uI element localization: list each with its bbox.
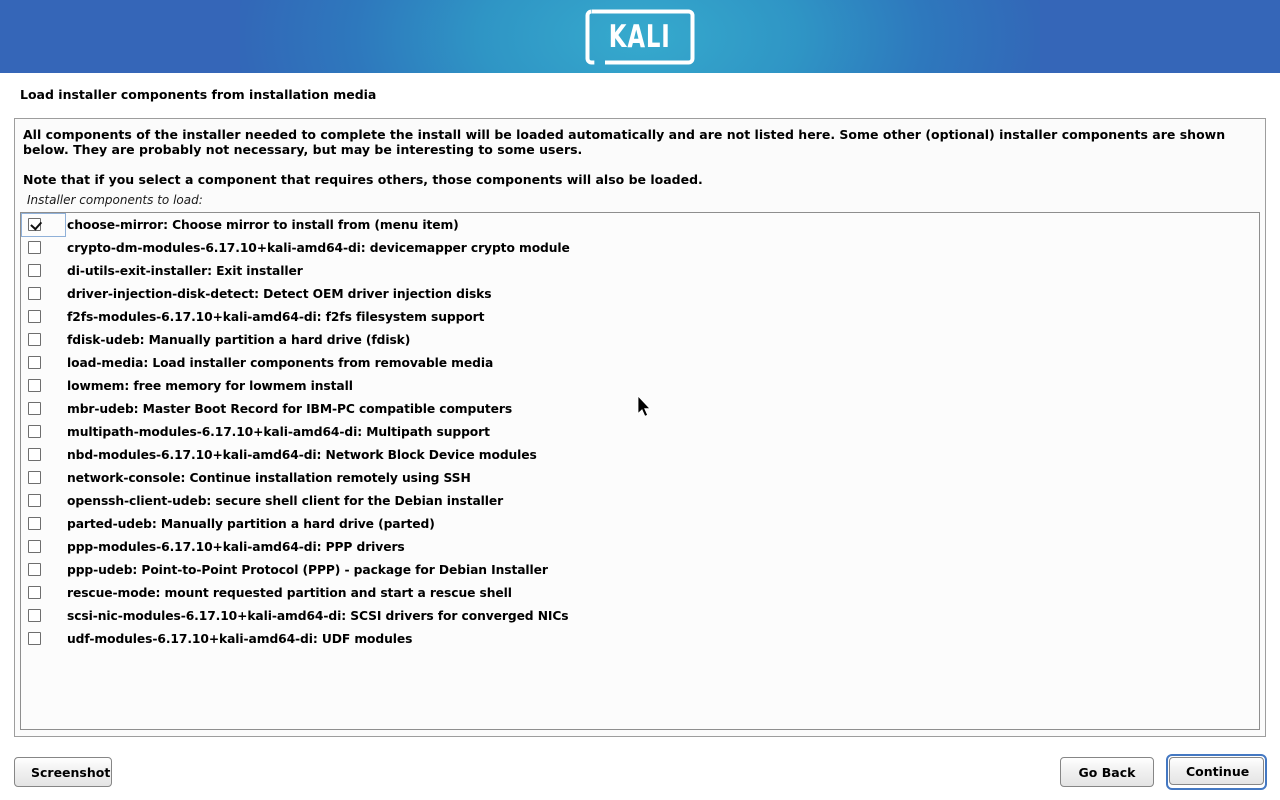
go-back-button[interactable]: Go Back [1060,757,1154,787]
component-checkbox[interactable] [28,517,41,530]
components-list [20,212,1260,730]
component-row[interactable] [21,535,1259,558]
component-row[interactable] [21,236,1259,259]
component-checkbox[interactable] [28,494,41,507]
component-label: choose-mirror: Choose mirror to install from (menu item) [67,217,459,232]
screenshot-button[interactable]: Screenshot [14,757,112,787]
component-label: lowmem: free memory for lowmem install [67,378,353,393]
continue-button-focus-ring [1166,754,1267,790]
component-checkbox[interactable] [28,586,41,599]
component-checkbox-cell [21,328,65,351]
component-label: fdisk-udeb: Manually partition a hard drive (fdisk) [67,332,411,347]
component-checkbox[interactable] [28,540,41,553]
component-checkbox-cell [21,374,65,397]
component-label: network-console: Continue installation remotely using SSH [67,470,471,485]
component-checkbox-cell [21,443,65,466]
content-frame [14,118,1266,737]
kali-logo-text: KALI [609,19,671,55]
component-row[interactable] [21,627,1259,650]
component-checkbox-cell [21,581,65,604]
component-checkbox-cell [21,512,65,535]
component-row[interactable] [21,213,1259,236]
kali-logo [585,9,695,65]
component-checkbox[interactable] [28,632,41,645]
component-row[interactable] [21,328,1259,351]
component-label: di-utils-exit-installer: Exit installer [67,263,303,278]
component-checkbox-cell [21,236,65,259]
intro-paragraph: All components of the installer needed to complete the install will be loaded automatically and are not listed here. Some other (optional) installer components are shown below. They are probably not necessary, but may be interesting to some users. [23,127,1226,157]
components-list-caption: Installer components to load: [27,193,203,207]
component-checkbox[interactable] [28,264,41,277]
component-checkbox-cell [21,466,65,489]
component-label: udf-modules-6.17.10+kali-amd64-di: UDF modules [67,631,413,646]
component-label: load-media: Load installer components from removable media [67,355,494,370]
component-checkbox-cell [21,489,65,512]
component-label: scsi-nic-modules-6.17.10+kali-amd64-di: SCSI drivers for converged NICs [67,608,569,623]
note-paragraph: Note that if you select a component that requires others, those components will also be loaded. [23,172,703,187]
component-row[interactable] [21,420,1259,443]
component-checkbox-cell [21,604,65,627]
component-checkbox-cell [21,305,65,328]
component-label: multipath-modules-6.17.10+kali-amd64-di: Multipath support [67,424,490,439]
component-row[interactable] [21,512,1259,535]
component-label: ppp-modules-6.17.10+kali-amd64-di: PPP drivers [67,539,405,554]
component-checkbox[interactable] [28,218,41,231]
component-checkbox[interactable] [28,287,41,300]
component-label: ppp-udeb: Point-to-Point Protocol (PPP) - package for Debian Installer [67,562,548,577]
component-checkbox[interactable] [28,241,41,254]
component-checkbox[interactable] [28,379,41,392]
component-checkbox-cell [21,282,65,305]
component-checkbox[interactable] [28,471,41,484]
component-row[interactable] [21,604,1259,627]
component-row[interactable] [21,581,1259,604]
component-label: rescue-mode: mount requested partition and start a rescue shell [67,585,512,600]
component-label: mbr-udeb: Master Boot Record for IBM-PC compatible computers [67,401,513,416]
component-label: parted-udeb: Manually partition a hard drive (parted) [67,516,435,531]
component-label: crypto-dm-modules-6.17.10+kali-amd64-di: devicemapper crypto module [67,240,570,255]
component-row[interactable] [21,443,1259,466]
component-checkbox[interactable] [28,402,41,415]
component-row[interactable] [21,374,1259,397]
component-row[interactable] [21,305,1259,328]
component-checkbox-cell [21,213,65,236]
component-checkbox-cell [21,351,65,374]
component-checkbox[interactable] [28,609,41,622]
component-label: f2fs-modules-6.17.10+kali-amd64-di: f2fs filesystem support [67,309,485,324]
component-row[interactable] [21,489,1259,512]
page-title: Load installer components from installation media [20,87,377,102]
component-row[interactable] [21,397,1259,420]
component-checkbox[interactable] [28,356,41,369]
component-row[interactable] [21,351,1259,374]
component-label: openssh-client-udeb: secure shell client for the Debian installer [67,493,504,508]
installer-banner [0,0,1280,73]
component-checkbox[interactable] [28,310,41,323]
component-checkbox-cell [21,420,65,443]
component-checkbox-cell [21,397,65,420]
component-checkbox-cell [21,558,65,581]
component-checkbox-cell [21,627,65,650]
component-checkbox-cell [21,535,65,558]
component-checkbox[interactable] [28,425,41,438]
component-checkbox[interactable] [28,563,41,576]
component-checkbox[interactable] [28,333,41,346]
component-row[interactable] [21,466,1259,489]
component-label: driver-injection-disk-detect: Detect OEM driver injection disks [67,286,492,301]
component-checkbox[interactable] [28,448,41,461]
component-row[interactable] [21,558,1259,581]
component-row[interactable] [21,259,1259,282]
component-row[interactable] [21,282,1259,305]
component-label: nbd-modules-6.17.10+kali-amd64-di: Network Block Device modules [67,447,537,462]
component-checkbox-cell [21,259,65,282]
continue-button[interactable]: Continue [1169,757,1264,785]
